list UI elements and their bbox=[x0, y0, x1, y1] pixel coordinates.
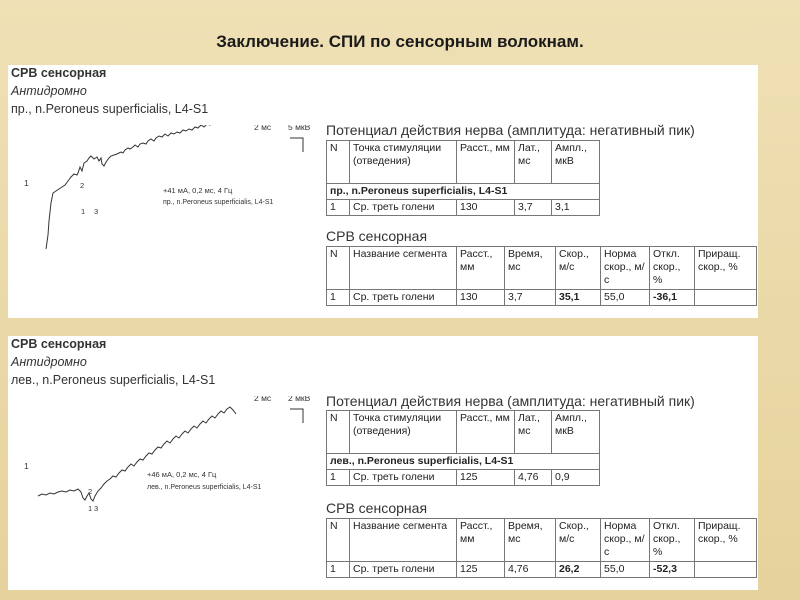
report-panel-left bbox=[8, 336, 758, 590]
col-header: Ампл., мкВ bbox=[552, 141, 600, 184]
table-cell: 1 bbox=[327, 470, 350, 486]
srv-section-title: СРВ сенсорная bbox=[326, 500, 428, 516]
marker-1-bottom: 1 bbox=[81, 207, 86, 216]
col-header: N bbox=[327, 141, 350, 184]
col-header: Откл. скор., % bbox=[650, 519, 695, 562]
col-header: Время, мс bbox=[505, 247, 556, 290]
table-cell: 125 bbox=[457, 562, 505, 578]
amp-section-title: Потенциал действия нерва (амплитуда: негативный пик) bbox=[326, 122, 695, 138]
table-row bbox=[327, 290, 757, 306]
col-header: Расст., мм bbox=[457, 411, 515, 454]
slide-title: Заключение. СПИ по сенсорным волокнам. bbox=[216, 32, 584, 51]
marker-1-bottom: 1 bbox=[88, 504, 93, 513]
col-header: Откл. скор., % bbox=[650, 247, 695, 290]
col-header: Расст., мм bbox=[457, 247, 505, 290]
table-cell: 130 bbox=[457, 290, 505, 306]
table-cell: 0,9 bbox=[552, 470, 600, 486]
panel-mode: Антидромно bbox=[11, 84, 87, 98]
table-row bbox=[327, 470, 600, 486]
col-header: N bbox=[327, 247, 350, 290]
stim-site: пр., n.Peroneus superficialis, L4-S1 bbox=[163, 199, 274, 206]
col-header: Время, мс bbox=[505, 519, 556, 562]
table-cell bbox=[695, 562, 757, 578]
marker-1-left: 1 bbox=[24, 461, 29, 471]
col-header: Норма скор., м/с bbox=[601, 519, 650, 562]
nerve-potential-trace bbox=[8, 125, 328, 315]
table-header-row bbox=[327, 411, 600, 454]
scale-bar bbox=[290, 138, 303, 152]
marker-1-left: 1 bbox=[24, 178, 29, 188]
table-cell: 3,7 bbox=[515, 200, 552, 216]
col-header: Приращ. скор., % bbox=[695, 519, 757, 562]
col-header: Норма скор., м/с bbox=[601, 247, 650, 290]
panel-nerve: лев., n.Peroneus superficialis, L4-S1 bbox=[11, 373, 216, 387]
stim-site: лев., n.Peroneus superficialis, L4-S1 bbox=[147, 484, 262, 491]
table-cell: 4,76 bbox=[505, 562, 556, 578]
panel-mode: Антидромно bbox=[11, 355, 87, 369]
col-header: Точка стимуляции (отведения) bbox=[350, 141, 457, 184]
col-header: N bbox=[327, 411, 350, 454]
table-header-row bbox=[327, 519, 757, 562]
table-cell: Ср. треть голени bbox=[350, 470, 457, 486]
panel-title: СРВ сенсорная bbox=[11, 337, 107, 351]
table-cell: Ср. треть голени bbox=[350, 200, 457, 216]
conduction-velocity-table bbox=[326, 246, 757, 306]
table-cell: 3,1 bbox=[552, 200, 600, 216]
col-header: Лат., мс bbox=[515, 411, 552, 454]
col-header: Расст., мм bbox=[457, 519, 505, 562]
marker-3: 3 bbox=[94, 504, 99, 513]
stim-params: +46 мА, 0,2 мс, 4 Гц bbox=[147, 470, 217, 479]
deviation-cell: -52,3 bbox=[650, 562, 695, 578]
marker-2: 2 bbox=[80, 181, 85, 190]
table-group-row bbox=[327, 184, 600, 200]
conduction-velocity-table bbox=[326, 518, 757, 578]
amplitude-scale-label: 2 мкВ bbox=[288, 396, 311, 403]
col-header: Скор., м/с bbox=[556, 519, 601, 562]
time-scale-label: 2 мс bbox=[254, 125, 272, 132]
table-cell: 130 bbox=[457, 200, 515, 216]
time-scale-label: 2 мс bbox=[254, 396, 272, 403]
deviation-cell: -36,1 bbox=[650, 290, 695, 306]
amplitude-table bbox=[326, 140, 600, 216]
col-header: Скор., м/с bbox=[556, 247, 601, 290]
table-cell: 3,7 bbox=[505, 290, 556, 306]
col-header: Ампл., мкВ bbox=[552, 411, 600, 454]
col-header: Расст., мм bbox=[457, 141, 515, 184]
velocity-cell: 35,1 bbox=[556, 290, 601, 306]
table-cell: Ср. треть голени bbox=[350, 290, 457, 306]
col-header: Приращ. скор., % bbox=[695, 247, 757, 290]
table-group-row bbox=[327, 454, 600, 470]
table-cell: 1 bbox=[327, 200, 350, 216]
panel-nerve: пр., n.Peroneus superficialis, L4-S1 bbox=[11, 102, 209, 116]
col-header: Название сегмента bbox=[350, 247, 457, 290]
table-cell: 55,0 bbox=[601, 290, 650, 306]
col-header: Точка стимуляции (отведения) bbox=[350, 411, 457, 454]
table-row bbox=[327, 200, 600, 216]
col-header: N bbox=[327, 519, 350, 562]
panel-title: СРВ сенсорная bbox=[11, 66, 107, 80]
nerve-group-cell: пр., n.Peroneus superficialis, L4-S1 bbox=[327, 184, 600, 200]
marker-3: 3 bbox=[94, 207, 99, 216]
table-cell: 125 bbox=[457, 470, 515, 486]
table-cell: 1 bbox=[327, 290, 350, 306]
report-panel-right bbox=[8, 65, 758, 318]
amplitude-table bbox=[326, 410, 600, 486]
amplitude-scale-label: 5 мкВ bbox=[288, 125, 311, 132]
nerve-group-cell: лев., n.Peroneus superficialis, L4-S1 bbox=[327, 454, 600, 470]
scale-bar bbox=[290, 409, 303, 423]
table-cell: Ср. треть голени bbox=[350, 562, 457, 578]
table-cell: 55,0 bbox=[601, 562, 650, 578]
col-header: Название сегмента bbox=[350, 519, 457, 562]
table-cell: 4,76 bbox=[515, 470, 552, 486]
table-cell bbox=[695, 290, 757, 306]
nerve-potential-trace bbox=[8, 396, 328, 586]
amp-section-title: Потенциал действия нерва (амплитуда: негативный пик) bbox=[326, 393, 695, 409]
table-header-row bbox=[327, 141, 600, 184]
srv-section-title: СРВ сенсорная bbox=[326, 228, 428, 244]
table-header-row bbox=[327, 247, 757, 290]
velocity-cell: 26,2 bbox=[556, 562, 601, 578]
table-row bbox=[327, 562, 757, 578]
col-header: Лат., мс bbox=[515, 141, 552, 184]
marker-2: 2 bbox=[88, 487, 93, 496]
table-cell: 1 bbox=[327, 562, 350, 578]
stim-params: +41 мА, 0,2 мс, 4 Гц bbox=[163, 186, 233, 195]
